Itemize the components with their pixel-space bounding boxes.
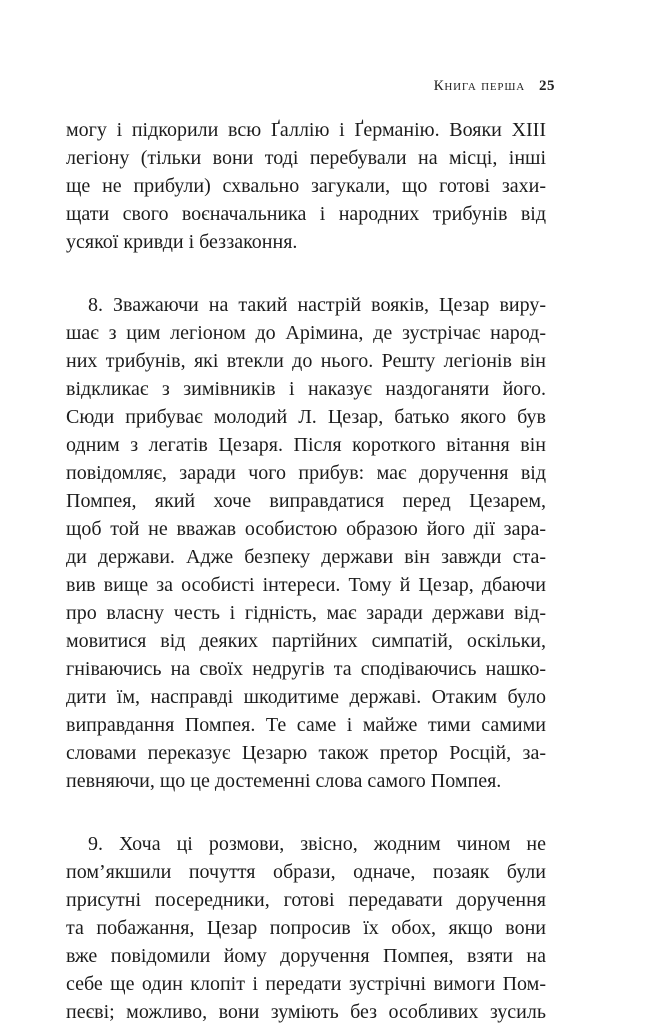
- paragraph-9: [66, 830, 546, 1026]
- text-line: щати свого воєначальника і народних трибунів від: [66, 203, 546, 225]
- text-line: гніваючись на своїх недругів та сподіваючись нашко-: [66, 658, 546, 680]
- text-line: виправдання Помпея. Те саме і майже тими самими: [66, 714, 546, 736]
- text-line: мовитися від деяких партійних симпатій, оскільки,: [66, 630, 546, 652]
- paragraph-gap: [66, 256, 546, 291]
- book-title: Книга перша: [433, 78, 525, 94]
- body-text: [66, 116, 546, 1026]
- text-line: 9. Хоча ці розмови, звісно, жодним чином не: [88, 833, 546, 855]
- paragraph-8: [66, 291, 546, 795]
- text-line: Сюди прибуває молодий Л. Цезар, батько якого був: [66, 406, 546, 428]
- text-line: ще не прибули) схвально загукали, що готові захи-: [66, 175, 546, 197]
- text-line: певняючи, що це достеменні слова самого Помпея.: [66, 770, 502, 792]
- text-line: них трибунів, які втекли до нього. Решту легіонів він: [66, 350, 546, 372]
- text-line: щоб той не вважав особистою образою його дії зара-: [66, 518, 546, 540]
- text-line: одним з легатів Цезаря. Після короткого вітання він: [66, 434, 546, 456]
- running-head: [434, 78, 555, 95]
- text-line: відкликає з зимівників і наказує наздоганяти його.: [66, 378, 546, 400]
- text-line: Помпея, який хоче виправдатися перед Цезарем,: [66, 490, 546, 512]
- text-line: словами переказує Цезарю також претор Росцій, за-: [66, 742, 546, 764]
- page-number: 25: [539, 78, 555, 94]
- paragraph-continuation: [66, 116, 546, 256]
- text-line: могу і підкорили всю Ґаллію і Ґерманію. Вояки ХІІІ: [66, 119, 546, 141]
- text-line: усякої кривди і беззаконня.: [66, 231, 298, 253]
- text-line: дити їм, насправді шкодитиме державі. Отаким було: [66, 686, 546, 708]
- text-line: шає з цим легіоном до Арімина, де зустрічає народ-: [66, 322, 546, 344]
- text-line: ди держави. Адже безпеку держави він завжди ста-: [66, 546, 546, 568]
- text-line: повідомляє, заради чого прибув: має доручення від: [66, 462, 546, 484]
- text-line: присутні посередники, готові передавати доручення: [66, 889, 546, 911]
- text-line: вив вище за особисті інтереси. Тому й Цезар, дбаючи: [66, 574, 546, 596]
- text-line: себе ще один клопіт і передати зустрічні вимоги Пом-: [66, 973, 546, 995]
- text-line: 8. Зважаючи на такий настрій вояків, Цезар виру-: [88, 294, 546, 316]
- text-line: пом’якшили почуття образи, одначе, позаяк були: [66, 861, 546, 883]
- text-line: та побажання, Цезар попросив їх обох, якщо вони: [66, 917, 546, 939]
- paragraph-gap: [66, 795, 546, 830]
- text-line: пеєві; можливо, вони зуміють без особливих зусиль: [66, 1001, 546, 1023]
- text-line: легіону (тільки вони тоді перебували на місці, інші: [66, 147, 546, 169]
- text-line: вже повідомили йому доручення Помпея, взяти на: [66, 945, 546, 967]
- text-line: про власну честь і гідність, має заради держави від-: [66, 602, 546, 624]
